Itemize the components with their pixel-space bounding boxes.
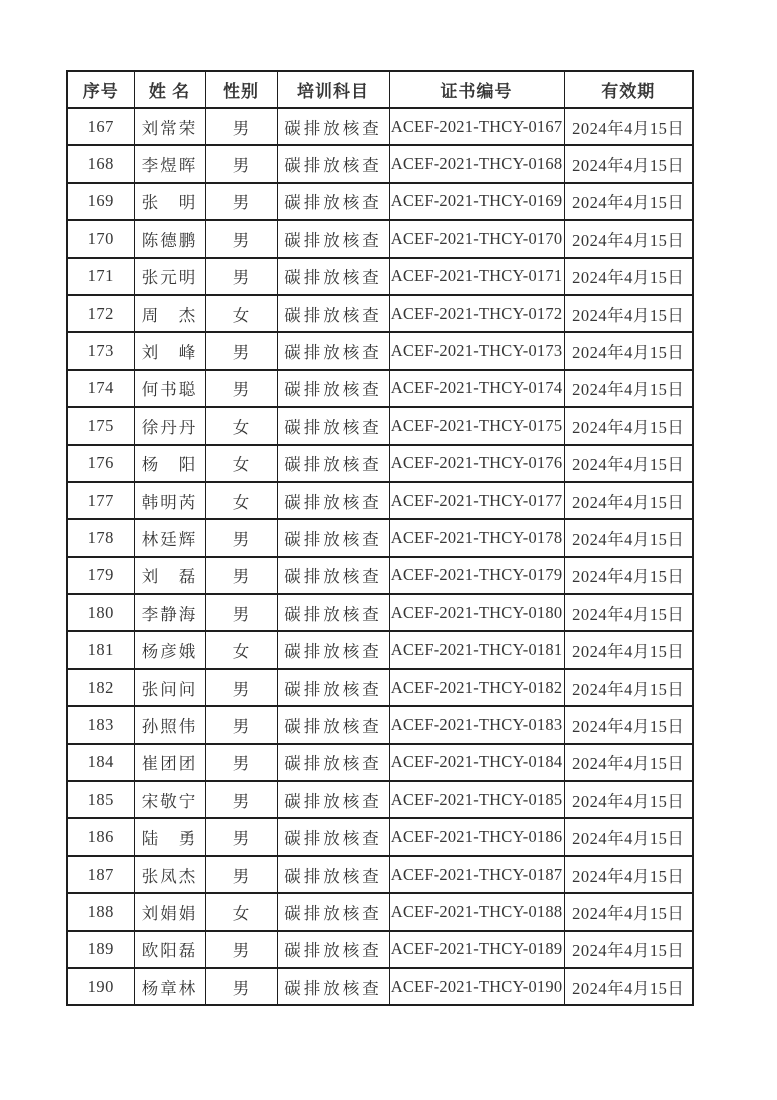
certificate-table	[66, 70, 694, 1006]
cell-certificate: ACEF-2021-THCY-0178	[389, 519, 564, 556]
cell-subject: 碳排放核查	[277, 594, 389, 631]
table-row	[67, 594, 693, 631]
cell-serial: 182	[67, 669, 134, 706]
cell-serial: 189	[67, 931, 134, 968]
cell-serial: 171	[67, 258, 134, 295]
cell-name: 周 杰	[134, 295, 205, 332]
cell-validity: 2024年4月15日	[564, 482, 693, 519]
cell-subject: 碳排放核查	[277, 407, 389, 444]
table-row	[67, 631, 693, 668]
cell-serial: 178	[67, 519, 134, 556]
table-row	[67, 931, 693, 968]
cell-subject: 碳排放核查	[277, 893, 389, 930]
cell-gender: 男	[205, 370, 277, 407]
cell-certificate: ACEF-2021-THCY-0169	[389, 183, 564, 220]
header-gender: 性别	[205, 71, 277, 108]
table-row	[67, 557, 693, 594]
cell-gender: 女	[205, 295, 277, 332]
cell-serial: 176	[67, 445, 134, 482]
cell-certificate: ACEF-2021-THCY-0188	[389, 893, 564, 930]
header-subject: 培训科目	[277, 71, 389, 108]
cell-gender: 男	[205, 781, 277, 818]
table-row	[67, 669, 693, 706]
cell-serial: 180	[67, 594, 134, 631]
cell-certificate: ACEF-2021-THCY-0181	[389, 631, 564, 668]
table-row	[67, 332, 693, 369]
cell-validity: 2024年4月15日	[564, 856, 693, 893]
cell-serial: 177	[67, 482, 134, 519]
cell-gender: 男	[205, 557, 277, 594]
cell-subject: 碳排放核查	[277, 332, 389, 369]
table-row	[67, 519, 693, 556]
cell-name: 孙照伟	[134, 706, 205, 743]
cell-name: 宋敬宁	[134, 781, 205, 818]
header-certificate: 证书编号	[389, 71, 564, 108]
cell-name: 张问问	[134, 669, 205, 706]
cell-serial: 188	[67, 893, 134, 930]
table-header	[67, 71, 693, 108]
cell-serial: 173	[67, 332, 134, 369]
cell-gender: 男	[205, 594, 277, 631]
cell-gender: 男	[205, 968, 277, 1005]
table-row	[67, 968, 693, 1005]
cell-subject: 碳排放核查	[277, 744, 389, 781]
table-row	[67, 445, 693, 482]
cell-name: 刘常荣	[134, 108, 205, 145]
cell-serial: 187	[67, 856, 134, 893]
cell-gender: 女	[205, 893, 277, 930]
cell-name: 林廷辉	[134, 519, 205, 556]
cell-certificate: ACEF-2021-THCY-0176	[389, 445, 564, 482]
cell-name: 张元明	[134, 258, 205, 295]
cell-validity: 2024年4月15日	[564, 631, 693, 668]
table-row	[67, 108, 693, 145]
cell-name: 张 明	[134, 183, 205, 220]
cell-validity: 2024年4月15日	[564, 818, 693, 855]
cell-subject: 碳排放核查	[277, 445, 389, 482]
cell-serial: 170	[67, 220, 134, 257]
cell-certificate: ACEF-2021-THCY-0179	[389, 557, 564, 594]
cell-certificate: ACEF-2021-THCY-0174	[389, 370, 564, 407]
cell-name: 徐丹丹	[134, 407, 205, 444]
cell-serial: 184	[67, 744, 134, 781]
cell-serial: 190	[67, 968, 134, 1005]
cell-certificate: ACEF-2021-THCY-0175	[389, 407, 564, 444]
cell-validity: 2024年4月15日	[564, 594, 693, 631]
cell-gender: 男	[205, 669, 277, 706]
cell-certificate: ACEF-2021-THCY-0167	[389, 108, 564, 145]
cell-validity: 2024年4月15日	[564, 968, 693, 1005]
cell-subject: 碳排放核查	[277, 183, 389, 220]
cell-name: 陈德鹏	[134, 220, 205, 257]
cell-serial: 174	[67, 370, 134, 407]
cell-serial: 172	[67, 295, 134, 332]
cell-gender: 男	[205, 519, 277, 556]
cell-serial: 168	[67, 145, 134, 182]
cell-subject: 碳排放核查	[277, 669, 389, 706]
table-row	[67, 893, 693, 930]
cell-subject: 碳排放核查	[277, 295, 389, 332]
cell-certificate: ACEF-2021-THCY-0190	[389, 968, 564, 1005]
cell-certificate: ACEF-2021-THCY-0186	[389, 818, 564, 855]
cell-serial: 185	[67, 781, 134, 818]
table-row	[67, 295, 693, 332]
header-serial: 序号	[67, 71, 134, 108]
cell-gender: 男	[205, 744, 277, 781]
cell-gender: 男	[205, 706, 277, 743]
table-row	[67, 220, 693, 257]
cell-name: 张凤杰	[134, 856, 205, 893]
cell-certificate: ACEF-2021-THCY-0173	[389, 332, 564, 369]
cell-validity: 2024年4月15日	[564, 557, 693, 594]
certificate-table-body	[67, 108, 693, 1005]
cell-validity: 2024年4月15日	[564, 332, 693, 369]
cell-name: 刘娟娟	[134, 893, 205, 930]
cell-gender: 男	[205, 332, 277, 369]
cell-gender: 女	[205, 631, 277, 668]
cell-certificate: ACEF-2021-THCY-0172	[389, 295, 564, 332]
cell-name: 欧阳磊	[134, 931, 205, 968]
cell-name: 杨彦娥	[134, 631, 205, 668]
cell-subject: 碳排放核查	[277, 519, 389, 556]
cell-serial: 181	[67, 631, 134, 668]
cell-serial: 167	[67, 108, 134, 145]
cell-validity: 2024年4月15日	[564, 781, 693, 818]
table-row	[67, 258, 693, 295]
cell-certificate: ACEF-2021-THCY-0187	[389, 856, 564, 893]
table-row	[67, 145, 693, 182]
cell-validity: 2024年4月15日	[564, 445, 693, 482]
cell-validity: 2024年4月15日	[564, 706, 693, 743]
table-row	[67, 407, 693, 444]
cell-serial: 179	[67, 557, 134, 594]
cell-serial: 186	[67, 818, 134, 855]
cell-validity: 2024年4月15日	[564, 931, 693, 968]
cell-validity: 2024年4月15日	[564, 183, 693, 220]
cell-validity: 2024年4月15日	[564, 744, 693, 781]
cell-validity: 2024年4月15日	[564, 220, 693, 257]
header-validity: 有效期	[564, 71, 693, 108]
cell-name: 李静海	[134, 594, 205, 631]
cell-gender: 男	[205, 145, 277, 182]
cell-certificate: ACEF-2021-THCY-0170	[389, 220, 564, 257]
header-name: 姓 名	[134, 71, 205, 108]
cell-name: 刘 磊	[134, 557, 205, 594]
cell-subject: 碳排放核查	[277, 108, 389, 145]
cell-name: 杨 阳	[134, 445, 205, 482]
cell-subject: 碳排放核查	[277, 706, 389, 743]
table-row	[67, 482, 693, 519]
cell-subject: 碳排放核查	[277, 781, 389, 818]
cell-name: 崔团团	[134, 744, 205, 781]
cell-certificate: ACEF-2021-THCY-0168	[389, 145, 564, 182]
cell-subject: 碳排放核查	[277, 631, 389, 668]
cell-gender: 男	[205, 856, 277, 893]
cell-name: 李煜晖	[134, 145, 205, 182]
cell-subject: 碳排放核查	[277, 931, 389, 968]
cell-validity: 2024年4月15日	[564, 519, 693, 556]
header-row	[67, 71, 693, 108]
cell-certificate: ACEF-2021-THCY-0171	[389, 258, 564, 295]
cell-validity: 2024年4月15日	[564, 407, 693, 444]
cell-subject: 碳排放核查	[277, 258, 389, 295]
cell-gender: 男	[205, 220, 277, 257]
cell-validity: 2024年4月15日	[564, 145, 693, 182]
cell-certificate: ACEF-2021-THCY-0189	[389, 931, 564, 968]
cell-subject: 碳排放核查	[277, 557, 389, 594]
cell-gender: 男	[205, 818, 277, 855]
table-row	[67, 818, 693, 855]
cell-subject: 碳排放核查	[277, 968, 389, 1005]
table-row	[67, 744, 693, 781]
table-row	[67, 183, 693, 220]
cell-validity: 2024年4月15日	[564, 370, 693, 407]
cell-certificate: ACEF-2021-THCY-0180	[389, 594, 564, 631]
cell-subject: 碳排放核查	[277, 145, 389, 182]
cell-subject: 碳排放核查	[277, 370, 389, 407]
table-row	[67, 856, 693, 893]
cell-certificate: ACEF-2021-THCY-0185	[389, 781, 564, 818]
cell-name: 陆 勇	[134, 818, 205, 855]
table-row	[67, 706, 693, 743]
cell-serial: 175	[67, 407, 134, 444]
cell-gender: 男	[205, 258, 277, 295]
cell-name: 刘 峰	[134, 332, 205, 369]
table-row	[67, 781, 693, 818]
cell-serial: 183	[67, 706, 134, 743]
cell-validity: 2024年4月15日	[564, 669, 693, 706]
cell-gender: 女	[205, 482, 277, 519]
cell-name: 韩明芮	[134, 482, 205, 519]
cell-name: 何书聪	[134, 370, 205, 407]
cell-name: 杨章林	[134, 968, 205, 1005]
cell-validity: 2024年4月15日	[564, 108, 693, 145]
cell-validity: 2024年4月15日	[564, 893, 693, 930]
cell-certificate: ACEF-2021-THCY-0183	[389, 706, 564, 743]
cell-gender: 女	[205, 407, 277, 444]
cell-validity: 2024年4月15日	[564, 295, 693, 332]
cell-subject: 碳排放核查	[277, 856, 389, 893]
cell-gender: 男	[205, 183, 277, 220]
cell-certificate: ACEF-2021-THCY-0182	[389, 669, 564, 706]
cell-serial: 169	[67, 183, 134, 220]
cell-validity: 2024年4月15日	[564, 258, 693, 295]
cell-certificate: ACEF-2021-THCY-0184	[389, 744, 564, 781]
cell-gender: 男	[205, 931, 277, 968]
cell-certificate: ACEF-2021-THCY-0177	[389, 482, 564, 519]
cell-subject: 碳排放核查	[277, 482, 389, 519]
cell-subject: 碳排放核查	[277, 220, 389, 257]
table-row	[67, 370, 693, 407]
cell-gender: 女	[205, 445, 277, 482]
cell-gender: 男	[205, 108, 277, 145]
cell-subject: 碳排放核查	[277, 818, 389, 855]
